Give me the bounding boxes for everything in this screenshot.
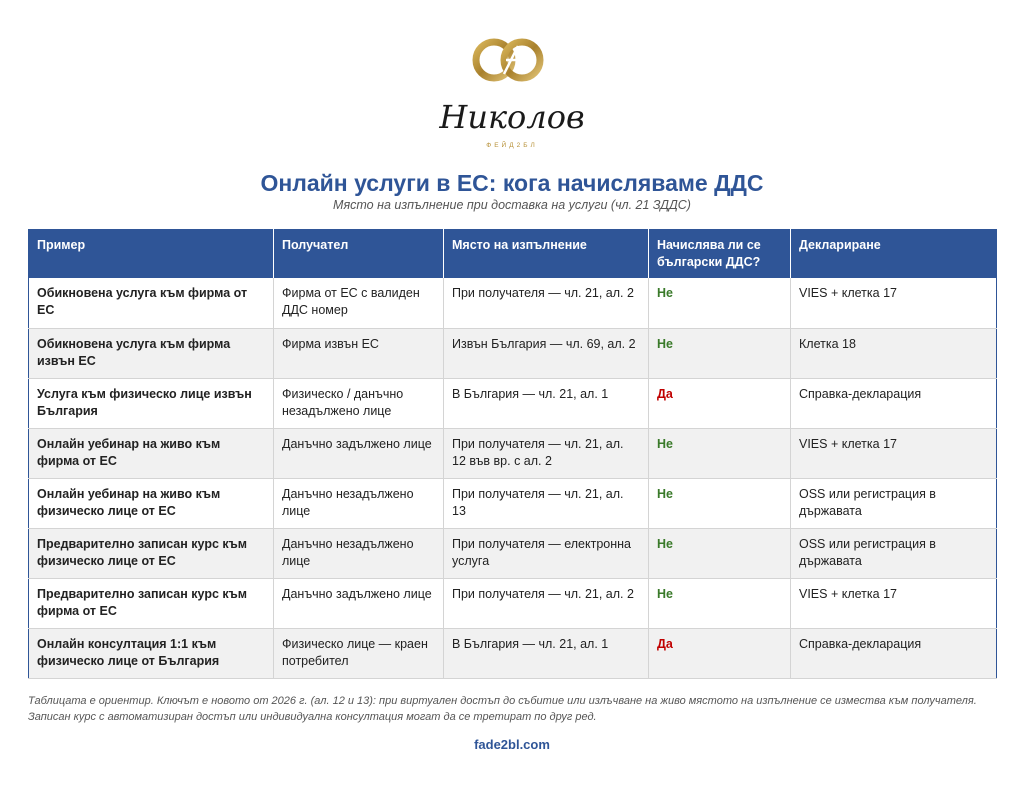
cell-place: В България — чл. 21, ал. 1	[444, 378, 649, 428]
cell-declaration: Клетка 18	[791, 328, 997, 378]
table-header-row	[29, 230, 997, 279]
logo	[0, 30, 1024, 155]
cell-vat: Не	[649, 278, 791, 328]
table-row	[29, 628, 997, 678]
signature: Николов	[439, 98, 585, 136]
cell-place: В България — чл. 21, ал. 1	[444, 628, 649, 678]
cell-recipient: Данъчно задължено лице	[274, 428, 444, 478]
table-row	[29, 528, 997, 578]
cell-place: При получателя — електронна услуга	[444, 528, 649, 578]
table-row	[29, 378, 997, 428]
logo-tagline: ФЕЙД2БЛ	[486, 142, 538, 149]
cell-vat: Не	[649, 328, 791, 378]
cell-recipient: Фирма извън ЕС	[274, 328, 444, 378]
cell-place: Извън България — чл. 69, ал. 2	[444, 328, 649, 378]
cell-recipient: Физическо / данъчно незадължено лице	[274, 378, 444, 428]
cell-vat: Да	[649, 378, 791, 428]
cell-declaration: VIES + клетка 17	[791, 428, 997, 478]
header-declaration: Деклариране	[791, 230, 997, 279]
cell-example: Услуга към физическо лице извън България	[29, 378, 274, 428]
cell-declaration: OSS или регистрация в държавата	[791, 528, 997, 578]
table-row	[29, 578, 997, 628]
cell-vat: Не	[649, 478, 791, 528]
table-row	[29, 478, 997, 528]
page-title: Онлайн услуги в ЕС: кога начисляваме ДДС	[260, 170, 764, 196]
cell-example: Онлайн уебинар на живо към фирма от ЕС	[29, 428, 274, 478]
cell-vat: Не	[649, 528, 791, 578]
footnote: Таблицата е ориентир. Ключът е новото от 2026 г. (ал. 12 и 13): при виртуален достъп до събитие или излъчване на живо мястото на изпълнение се измества към получателя. Записан курс с автоматизиран достъп или индивидуална консултация могат да се третират по друг ред.	[28, 695, 977, 723]
cell-example: Онлайн консултация 1:1 към физическо лице от България	[29, 628, 274, 678]
cell-example: Предварително записан курс към фирма от ЕС	[29, 578, 274, 628]
cell-example: Обикновена услуга към фирма от ЕС	[29, 278, 274, 328]
cell-recipient: Данъчно задължено лице	[274, 578, 444, 628]
header-example: Пример	[29, 230, 274, 279]
cell-recipient: Данъчно незадължено лице	[274, 528, 444, 578]
cell-place: При получателя — чл. 21, ал. 2	[444, 578, 649, 628]
cell-recipient: Фирма от ЕС с валиден ДДС номер	[274, 278, 444, 328]
cell-example: Онлайн уебинар на живо към физическо лице от ЕС	[29, 478, 274, 528]
cell-recipient: Физическо лице — краен потребител	[274, 628, 444, 678]
header-vat: Начислява ли се български ДДС?	[649, 230, 791, 279]
site-link[interactable]: fade2bl.com	[474, 737, 550, 752]
cell-vat: Да	[649, 628, 791, 678]
cell-declaration: VIES + клетка 17	[791, 278, 997, 328]
table-row	[29, 428, 997, 478]
logo-mark	[422, 30, 602, 155]
page-subtitle: Място на изпълнение при доставка на услуги (чл. 21 ЗДДС)	[333, 198, 691, 212]
cell-declaration: VIES + клетка 17	[791, 578, 997, 628]
cell-declaration: OSS или регистрация в държавата	[791, 478, 997, 528]
vat-table	[28, 229, 997, 679]
header-recipient: Получател	[274, 230, 444, 279]
cell-recipient: Данъчно незадължено лице	[274, 478, 444, 528]
cell-vat: Не	[649, 428, 791, 478]
cell-vat: Не	[649, 578, 791, 628]
cell-place: При получателя — чл. 21, ал. 12 във вр. с ал. 2	[444, 428, 649, 478]
cell-declaration: Справка-декларация	[791, 628, 997, 678]
cell-place: При получателя — чл. 21, ал. 2	[444, 278, 649, 328]
cell-example: Предварително записан курс към физическо лице от ЕС	[29, 528, 274, 578]
table-row	[29, 278, 997, 328]
cell-example: Обикновена услуга към фирма извън ЕС	[29, 328, 274, 378]
cell-place: При получателя — чл. 21, ал. 13	[444, 478, 649, 528]
table-row	[29, 328, 997, 378]
cell-declaration: Справка-декларация	[791, 378, 997, 428]
header-place: Място на изпълнение	[444, 230, 649, 279]
